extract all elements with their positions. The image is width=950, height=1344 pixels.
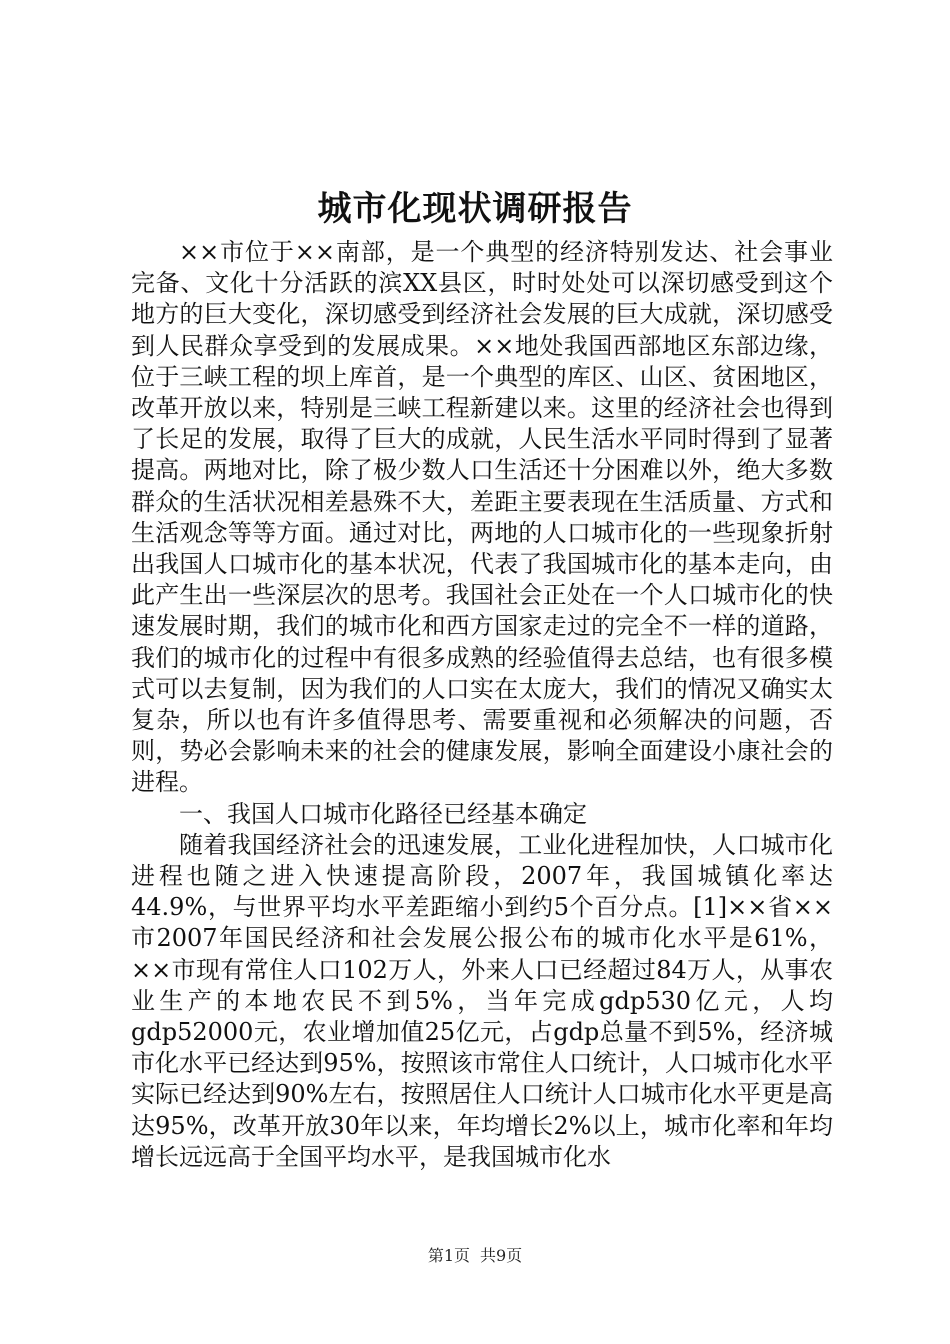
- paragraph-intro: ××市位于××南部，是一个典型的经济特别发达、社会事业完备、文化十分活跃的滨XX县区，时时处处可以深切感受到这个地方的巨大变化，深切感受到经济社会发展的巨大成就，深切感受到人民群众享受到的发展成果。××地处我国西部地区东部边缘，位于三峡工程的坝上库首，是一个典型的库区、山区、贫困地区，改革开放以来，特别是三峡工程新建以来。这里的经济社会也得到了长足的发展，取得了巨大的成就，人民生活水平同时得到了显著提高。两地对比，除了极少数人口生活还十分困难以外，绝大多数群众的生活状况相差悬殊不大，差距主要表现在生活质量、方式和生活观念等等方面。通过对比，两地的人口城市化的一些现象折射出我国人口城市化的基本状况，代表了我国城市化的基本走向，由此产生出一些深层次的思考。我国社会正处在一个人口城市化的快速发展时期，我们的城市化和西方国家走过的完全不一样的道路，我们的城市化的过程中有很多成熟的经验值得去总结，也有很多模式可以去复制，因为我们的人口实在太庞大，我们的情况又确实太复杂，所以也有许多值得思考、需要重视和必须解决的问题，否则，势必会影响未来的社会的健康发展，影响全面建设小康社会的进程。: [131, 238, 833, 797]
- page-footer: [0, 1244, 950, 1268]
- page-number-total: 共9页: [480, 1246, 523, 1265]
- page-number-current: 第1页: [427, 1246, 470, 1265]
- document-title: 城市化现状调研报告: [317, 189, 633, 229]
- document-body: [131, 237, 833, 1173]
- section-heading-1: 一、我国人口城市化路径已经基本确定: [179, 799, 587, 828]
- paragraph-section-1: 随着我国经济社会的迅速发展，工业化进程加快，人口城市化进程也随之进入快速提高阶段，2007年，我国城镇化率达44.9%，与世界平均水平差距缩小到约5个百分点。[1]××省××市2007年国民经济和社会发展公报公布的城市化水平是61%，××市现有常住人口102万人，外来人口已经超过84万人，从事农业生产的本地农民不到5%，当年完成gdp530亿元，人均gdp52000元，农业增加值25亿元，占gdp总量不到5%，经济城市化水平已经达到95%，按照该市常住人口统计，人口城市化水平实际已经达到90%左右，按照居住人口统计人口城市化水平更是高达95%，改革开放30年以来，年均增长2%以上，城市化率和年均增长远远高于全国平均水平，是我国城市化水: [131, 830, 833, 1171]
